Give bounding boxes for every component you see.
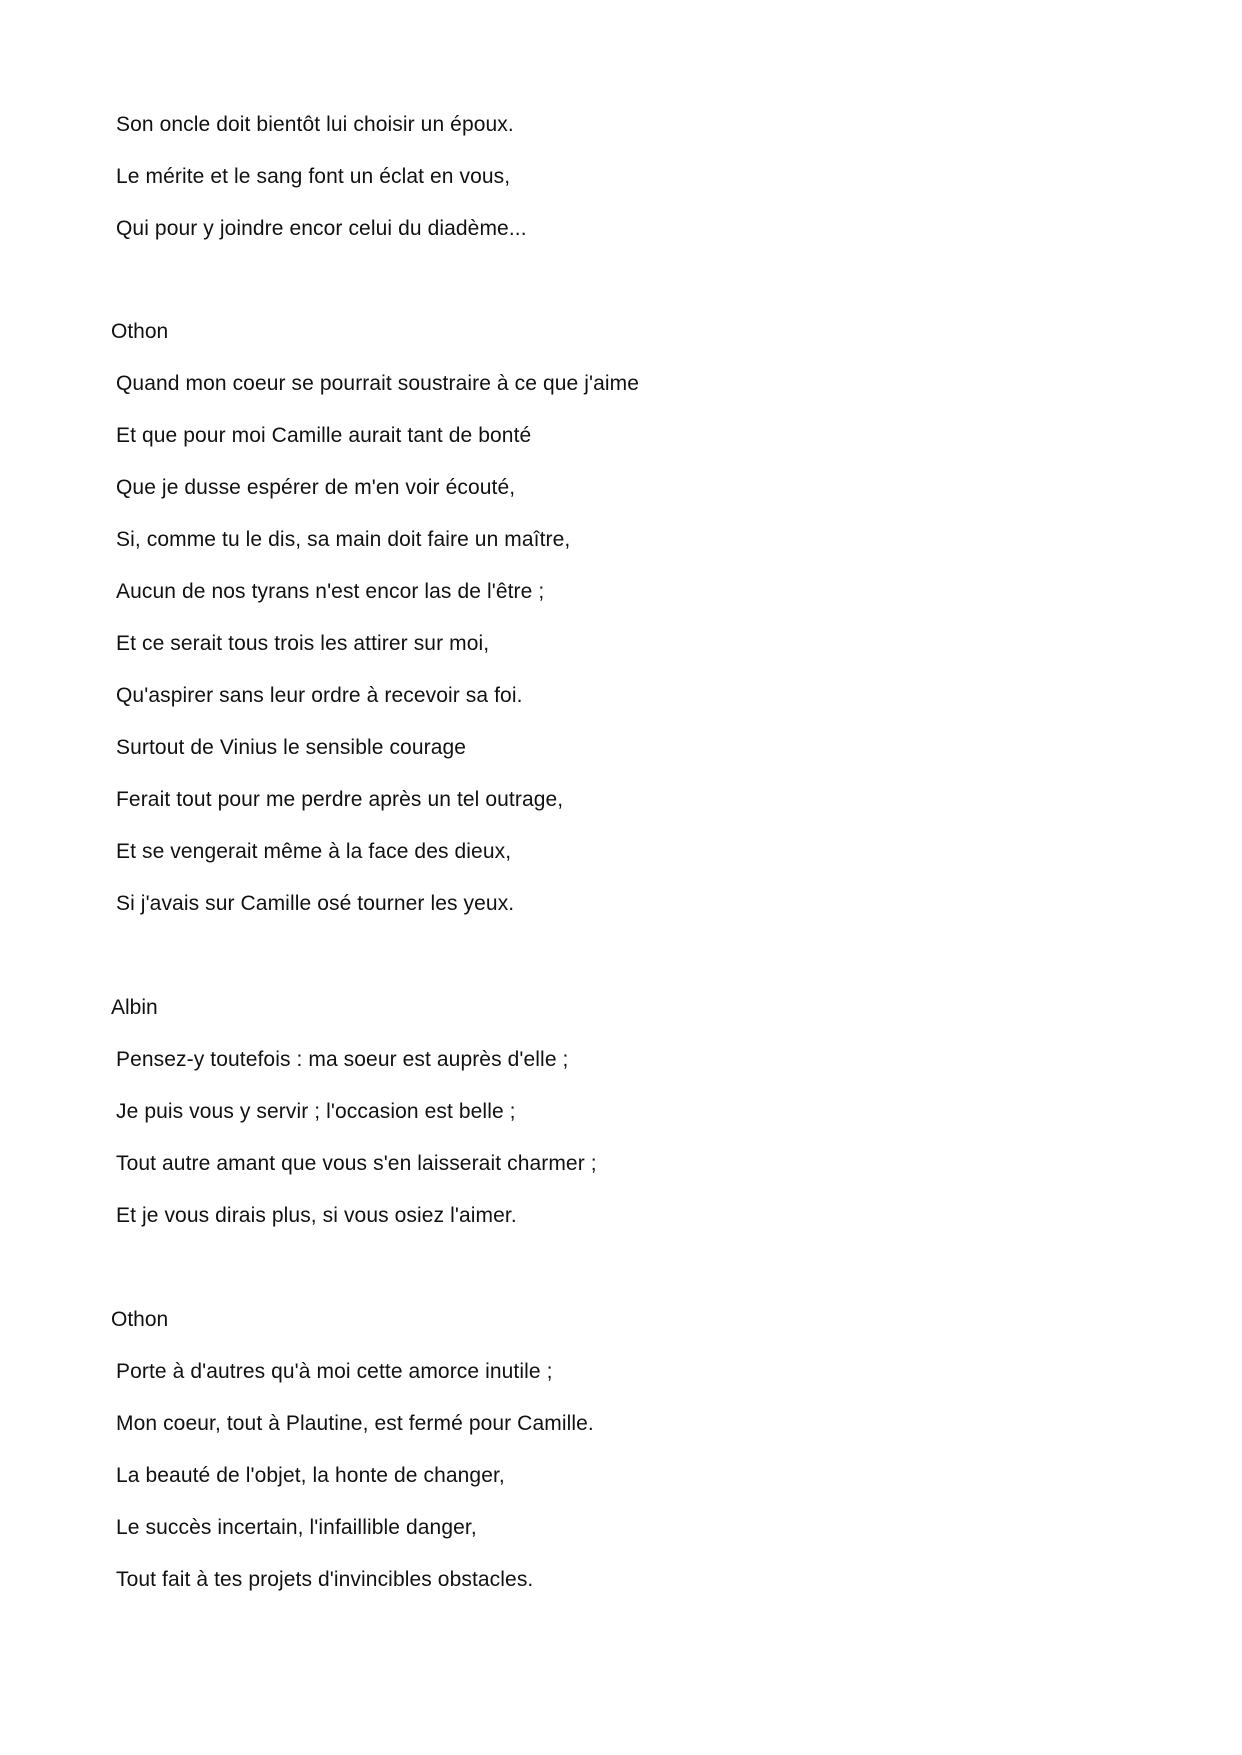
verse-line: Si j'avais sur Camille osé tourner les yeux.: [116, 892, 515, 915]
verse-line: Tout fait à tes projets d'invincibles obstacles.: [116, 1568, 534, 1591]
speaker-name: Albin: [111, 996, 158, 1019]
verse-line: Porte à d'autres qu'à moi cette amorce inutile ;: [116, 1360, 553, 1383]
verse-line: Quand mon coeur se pourrait soustraire à ce que j'aime: [116, 372, 640, 395]
verse-line: Le mérite et le sang font un éclat en vous,: [116, 165, 511, 188]
verse-line: Qu'aspirer sans leur ordre à recevoir sa foi.: [116, 684, 523, 707]
verse-line: Et ce serait tous trois les attirer sur moi,: [116, 632, 490, 655]
speaker-name: Othon: [111, 1308, 169, 1331]
speaker-name: Othon: [111, 320, 169, 343]
verse-line: Le succès incertain, l'infaillible danger,: [116, 1516, 477, 1539]
verse-line: Je puis vous y servir ; l'occasion est belle ;: [116, 1100, 516, 1123]
verse-line: Tout autre amant que vous s'en laisserait charmer ;: [116, 1152, 597, 1175]
verse-line: Si, comme tu le dis, sa main doit faire un maître,: [116, 528, 571, 551]
verse-line: Son oncle doit bientôt lui choisir un époux.: [116, 113, 514, 136]
verse-line: Aucun de nos tyrans n'est encor las de l'être ;: [116, 580, 545, 603]
verse-line: Mon coeur, tout à Plautine, est fermé pour Camille.: [116, 1412, 594, 1435]
verse-line: Pensez-y toutefois : ma soeur est auprès d'elle ;: [116, 1048, 569, 1071]
verse-line: Et que pour moi Camille aurait tant de bonté: [116, 424, 532, 447]
verse-line: Et je vous dirais plus, si vous osiez l'aimer.: [116, 1204, 517, 1227]
verse-line: La beauté de l'objet, la honte de changer,: [116, 1464, 505, 1487]
verse-line: Que je dusse espérer de m'en voir écouté,: [116, 476, 516, 499]
verse-line: Ferait tout pour me perdre après un tel outrage,: [116, 788, 564, 811]
verse-line: Surtout de Vinius le sensible courage: [116, 736, 467, 759]
verse-line: Qui pour y joindre encor celui du diadème...: [116, 217, 527, 240]
verse-line: Et se vengerait même à la face des dieux,: [116, 840, 512, 863]
